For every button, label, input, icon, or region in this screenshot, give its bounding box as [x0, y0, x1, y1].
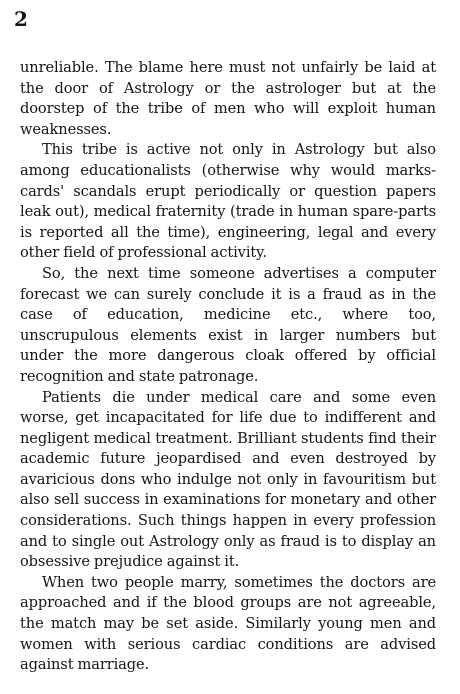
paragraph-5: When two people marry, sometimes the doctors are approached and if the blood groups are not agreeable, the match may be set aside. Similarly young men and women with serious cardiac conditions are advised against marriage.: [20, 573, 436, 674]
paragraph-3: So, the next time someone advertises a computer forecast we can surely conclude it is a fraud as in the case of education, medicine etc., where too, unscrupulous elements exist in larger numbers but under the more dangerous cloak offered by official recognition and state patronage.: [20, 264, 436, 385]
paragraph-2: This tribe is active not only in Astrology but also among educationalists (otherwise why would marks-cards' scandals erupt periodically or question papers leak out), medical fraternity (trade in human spare-parts is reported all the time), engineering, legal and every other field of professional activity.: [20, 141, 436, 262]
paragraph-4: Patients die under medical care and some even worse, get incapacitated for life due to indifferent and negligent medical treatment. Brilliant students find their academic future jeopardised and even destroyed by avaricious dons who indulge not only in favouritism but also sell success in examinations for monetary and other considerations. Such things happen in every profession and to single out Astrology only as fraud is to display an obsessive prejudice against it.: [20, 388, 436, 571]
page-number: 2: [14, 7, 28, 31]
paragraph-1: unreliable. The blame here must not unfairly be laid at the door of Astrology or the astrologer but at the doorstep of the tribe of men who will exploit human weaknesses.: [20, 59, 436, 138]
body-text: [20, 58, 436, 676]
